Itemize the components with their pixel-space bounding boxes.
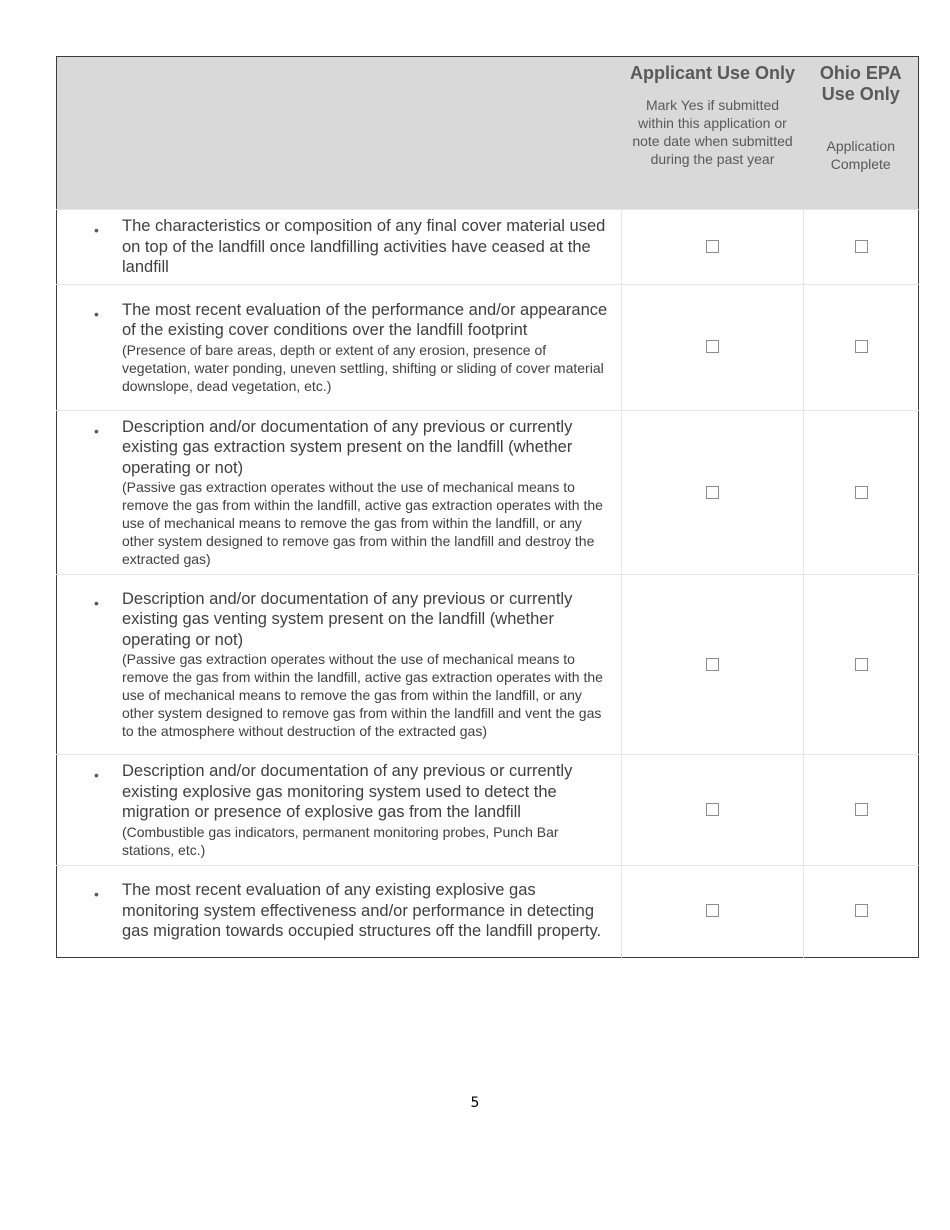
epa-checkbox-cell <box>804 210 919 285</box>
checklist-table <box>56 56 919 958</box>
epa-checkbox-cell <box>804 755 919 866</box>
applicant-header-instructions: Mark Yes if submitted within this application or note date when submitted during the past year <box>632 97 793 167</box>
bullet-icon: • <box>94 422 99 439</box>
applicant-checkbox[interactable] <box>706 803 719 816</box>
row-description-cell <box>57 865 622 957</box>
applicant-checkbox-cell <box>622 210 804 285</box>
page-number: 5 <box>470 1095 480 1111</box>
epa-header-cell <box>804 57 919 210</box>
applicant-header-cell <box>622 57 804 210</box>
applicant-checkbox-cell <box>622 865 804 957</box>
row-description-cell <box>57 410 622 575</box>
bullet-icon: • <box>94 767 99 783</box>
applicant-checkbox[interactable] <box>706 658 719 671</box>
bullet-icon: • <box>94 222 99 238</box>
row-note-text: (Combustible gas indicators, permanent monitoring probes, Punch Bar stations, etc.) <box>122 823 559 858</box>
header-blank-cell <box>57 57 622 210</box>
epa-checkbox-cell <box>804 410 919 575</box>
row-main-text: The characteristics or composition of any final cover material used on top of the landfill once landfilling activities have ceased at the landfill <box>122 217 606 276</box>
epa-checkbox-cell <box>804 865 919 957</box>
epa-checkbox-cell <box>804 575 919 755</box>
row-main-text: The most recent evaluation of the performance and/or appearance of the existing cover conditions over the landfill footprint <box>122 300 608 339</box>
applicant-checkbox[interactable] <box>706 340 719 353</box>
applicant-checkbox[interactable] <box>706 240 719 253</box>
table-row <box>57 410 919 575</box>
table-row <box>57 210 919 285</box>
bullet-icon: • <box>94 886 99 903</box>
table-row <box>57 284 919 410</box>
epa-checkbox[interactable] <box>855 904 868 917</box>
table-row <box>57 755 919 866</box>
row-note-text: (Passive gas extraction operates without the use of mechanical means to remove the gas from within the landfill, active gas extraction operates with the use of mechanical means to remove the gas from within the landfill, or any other system designed to remove gas from within the landfill and destroy the extracted gas) <box>122 479 603 567</box>
table-row <box>57 575 919 755</box>
row-note-text: (Passive gas extraction operates without the use of mechanical means to remove the gas from within the landfill, active gas extraction operates with the use of mechanical means to remove the gas from within the landfill, or any other system designed to remove gas from within the landfill and vent the gas to the atmosphere without destruction of the extracted gas) <box>122 651 603 740</box>
applicant-checkbox-cell <box>622 410 804 575</box>
epa-checkbox-cell <box>804 284 919 410</box>
applicant-checkbox[interactable] <box>706 904 719 917</box>
epa-checkbox[interactable] <box>855 486 868 499</box>
epa-header-subtitle: Application Complete <box>826 138 895 172</box>
row-main-text: Description and/or documentation of any previous or currently existing explosive gas monitoring system used to detect the migration or presence of explosive gas from the landfill <box>122 762 573 821</box>
row-description-cell <box>57 210 622 285</box>
epa-checkbox[interactable] <box>855 340 868 353</box>
applicant-checkbox[interactable] <box>706 486 719 499</box>
row-main-text: The most recent evaluation of any existing explosive gas monitoring system effectiveness and/or performance in detecting gas migration towards occupied structures off the landfill property. <box>122 881 602 941</box>
row-description-cell <box>57 284 622 410</box>
epa-checkbox[interactable] <box>855 658 868 671</box>
applicant-checkbox-cell <box>622 284 804 410</box>
table-row <box>57 865 919 957</box>
applicant-checkbox-cell <box>622 575 804 755</box>
epa-checkbox[interactable] <box>855 240 868 253</box>
applicant-checkbox-cell <box>622 755 804 866</box>
row-description-cell <box>57 755 622 866</box>
bullet-icon: • <box>94 305 99 322</box>
table-header-row <box>57 57 919 210</box>
row-main-text: Description and/or documentation of any previous or currently existing gas extraction system present on the landfill (whether operating or not) <box>122 417 573 477</box>
epa-header-title: Ohio EPA Use Only <box>819 63 902 104</box>
bullet-icon: • <box>94 594 99 611</box>
epa-checkbox[interactable] <box>855 803 868 816</box>
row-main-text: Description and/or documentation of any previous or currently existing gas venting system present on the landfill (whether operating or not) <box>122 589 573 649</box>
row-note-text: (Presence of bare areas, depth or extent of any erosion, presence of vegetation, water ponding, uneven settling, shifting or sliding of cover material downslope, dead vegetation, etc.) <box>122 341 604 394</box>
applicant-header-title: Applicant Use Only <box>629 63 796 83</box>
row-description-cell <box>57 575 622 755</box>
